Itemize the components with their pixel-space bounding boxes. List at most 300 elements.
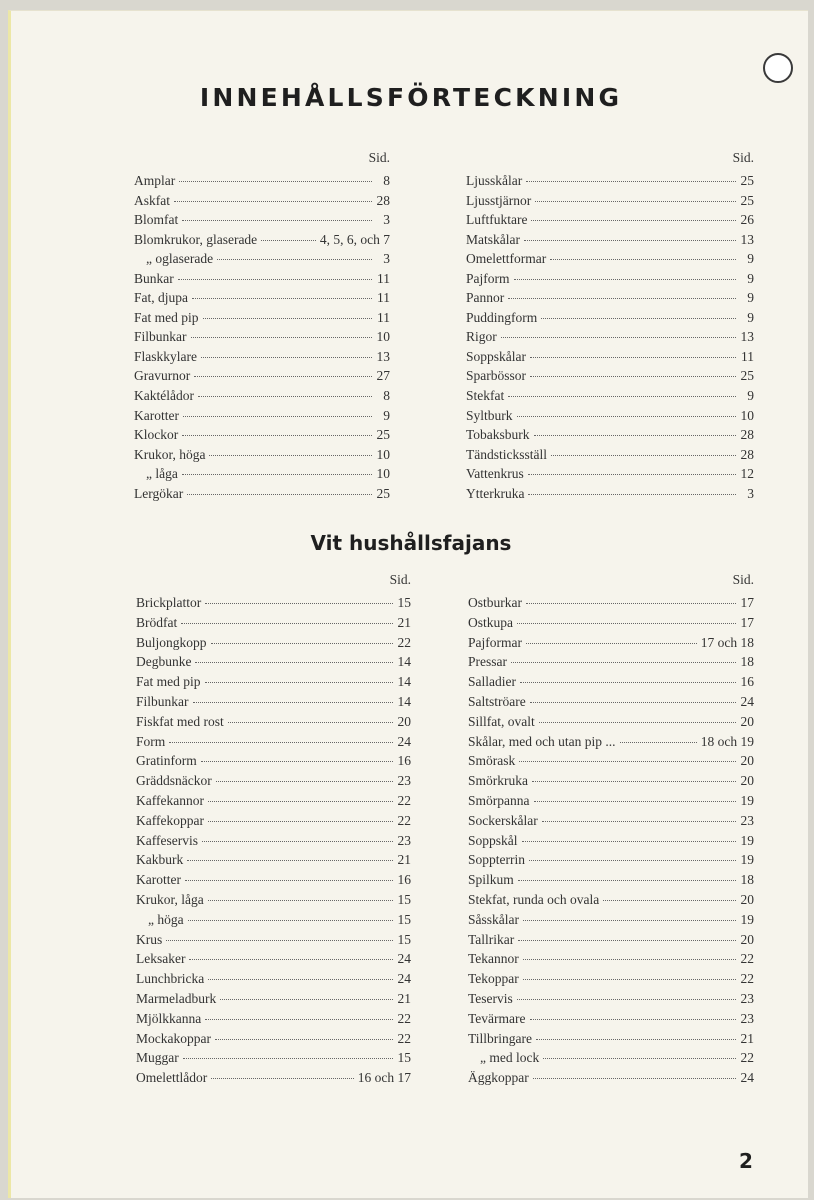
section2-right-column — [468, 567, 754, 1088]
entry-name: Tändsticksställ — [466, 446, 547, 462]
entry-name: Gratinform — [136, 753, 197, 769]
index-entry — [134, 171, 390, 191]
entry-page: 26 — [740, 212, 754, 228]
entry-page: 11 — [377, 309, 390, 325]
dot-leader — [539, 722, 736, 723]
entry-name: Omelettformar — [466, 251, 547, 267]
sid-header: Sid. — [389, 572, 411, 587]
section1-right-column — [466, 145, 754, 503]
entry-page: 20 — [397, 713, 411, 729]
entry-page: 16 och 17 — [357, 1070, 411, 1086]
entry-page: 18 — [740, 872, 754, 888]
index-entry — [136, 1068, 411, 1088]
index-entry — [466, 191, 754, 211]
entry-page: 9 — [747, 270, 754, 286]
dot-leader — [530, 376, 736, 377]
index-entry — [136, 771, 411, 791]
entry-page: 19 — [740, 792, 754, 808]
entry-page: 20 — [740, 891, 754, 907]
entry-page: 13 — [376, 348, 390, 364]
dot-leader — [192, 298, 372, 299]
entry-name: Lergökar — [134, 485, 184, 501]
entry-page: 23 — [740, 1010, 754, 1026]
index-entry — [466, 288, 754, 308]
entry-page: 20 — [740, 713, 754, 729]
entry-name: Ostburkar — [468, 595, 522, 610]
dot-leader — [179, 181, 372, 182]
entry-name: Flaskkylare — [134, 348, 197, 364]
entry-name: Blomkrukor, glaserade — [134, 231, 258, 247]
entry-name: Muggar — [136, 1050, 179, 1066]
entry-page: 24 — [397, 971, 411, 987]
dot-leader — [208, 801, 393, 802]
index-entry — [468, 930, 754, 950]
index-entry — [468, 1029, 754, 1049]
entry-name: Tekoppar — [468, 971, 519, 987]
index-entry — [136, 791, 411, 811]
entry-name: Gräddsnäckor — [136, 773, 212, 789]
entry-page: 22 — [397, 634, 411, 650]
index-entry — [466, 230, 754, 250]
entry-name: Klockor — [134, 427, 179, 443]
index-entry — [134, 464, 390, 484]
entry-page: 28 — [740, 427, 754, 443]
entry-page: 22 — [740, 951, 754, 967]
entry-page: 3 — [383, 251, 390, 267]
entry-name: Tobaksburk — [466, 427, 530, 443]
entry-page: 25 — [376, 427, 390, 443]
index-entry — [136, 890, 411, 910]
index-entry — [136, 949, 411, 969]
entry-page: 21 — [397, 990, 411, 1006]
entry-page: 14 — [397, 693, 411, 709]
dot-leader — [531, 220, 736, 221]
entry-name: Stekfat — [466, 388, 505, 404]
entry-name: Såsskålar — [468, 911, 519, 927]
index-entry — [468, 811, 754, 831]
dot-leader — [181, 623, 393, 624]
index-entry — [134, 386, 390, 406]
index-entry — [136, 1009, 411, 1029]
index-entry — [468, 969, 754, 989]
index-entry — [468, 890, 754, 910]
dot-leader — [185, 880, 393, 881]
index-entry — [136, 1048, 411, 1068]
entry-name: Tillbringare — [468, 1030, 532, 1046]
dot-leader — [520, 682, 736, 683]
dot-leader — [533, 1078, 736, 1079]
index-entry — [468, 850, 754, 870]
entry-name: Tallrikar — [468, 931, 515, 947]
dot-leader — [523, 920, 736, 921]
index-entry — [468, 1009, 754, 1029]
index-entry — [466, 249, 754, 269]
entry-page: 22 — [740, 971, 754, 987]
index-entry — [466, 308, 754, 328]
entry-page: 27 — [376, 368, 390, 384]
entry-name: Stekfat, runda och ovala — [468, 891, 600, 907]
entry-name: Teservis — [468, 990, 513, 1006]
entry-page: 3 — [747, 485, 754, 501]
sid-header: Sid. — [732, 150, 754, 165]
dot-leader — [208, 821, 393, 822]
index-entry — [468, 613, 754, 633]
entry-name: Syltburk — [466, 407, 513, 423]
index-entry — [136, 910, 411, 930]
entry-name: Kaffekannor — [136, 792, 204, 808]
entry-name: Kaffeservis — [136, 832, 198, 848]
index-entry — [134, 445, 390, 465]
entry-name: Soppskål — [468, 832, 518, 848]
entry-page: 9 — [747, 309, 754, 325]
entry-page: 11 — [741, 348, 754, 364]
entry-page: 19 — [740, 911, 754, 927]
dot-leader — [517, 623, 736, 624]
index-entry — [134, 210, 390, 230]
index-entry — [468, 732, 754, 752]
entry-name: Mockakoppar — [136, 1030, 211, 1046]
entry-name: Pressar — [468, 654, 507, 670]
dot-leader — [182, 220, 372, 221]
dot-leader — [517, 999, 736, 1000]
dot-leader — [169, 742, 393, 743]
entry-page: 14 — [397, 674, 411, 690]
index-entry — [466, 464, 754, 484]
dot-leader — [211, 643, 393, 644]
entry-name: Luftfuktare — [466, 212, 528, 228]
entry-name: Äggkoppar — [468, 1070, 529, 1086]
entry-name: Rigor — [466, 329, 497, 345]
entry-name: Soppskålar — [466, 348, 526, 364]
dot-leader — [208, 900, 393, 901]
entry-page: 23 — [740, 990, 754, 1006]
entry-name: Krukor, höga — [134, 446, 206, 462]
entry-name: Filbunkar — [136, 693, 189, 709]
entry-name: Fiskfat med rost — [136, 713, 224, 729]
entry-name: Karotter — [136, 872, 181, 888]
entry-name: Kakburk — [136, 852, 184, 868]
entry-page: 28 — [376, 192, 390, 208]
index-entry — [136, 930, 411, 950]
index-entry — [136, 593, 411, 613]
index-entry — [134, 269, 390, 289]
entry-page: 23 — [740, 812, 754, 828]
dot-leader — [203, 318, 373, 319]
dot-leader — [541, 318, 736, 319]
entry-name: Spilkum — [468, 872, 514, 888]
section2-left-column — [136, 567, 411, 1088]
dot-leader — [205, 603, 393, 604]
index-entry — [136, 1029, 411, 1049]
index-entry — [134, 406, 390, 426]
dot-leader — [526, 603, 736, 604]
entry-name: Degbunke — [136, 654, 192, 670]
index-entry — [468, 633, 754, 653]
dot-leader — [216, 781, 393, 782]
entry-name: Amplar — [134, 173, 176, 188]
dot-leader — [202, 841, 393, 842]
dot-leader — [526, 643, 697, 644]
index-entry — [468, 1068, 754, 1088]
dot-leader — [182, 474, 372, 475]
dot-leader — [501, 337, 736, 338]
dot-leader — [522, 841, 736, 842]
dot-leader — [518, 880, 736, 881]
dot-leader — [194, 376, 372, 377]
entry-name: Leksaker — [136, 951, 186, 967]
dot-leader — [198, 396, 372, 397]
index-entry — [134, 425, 390, 445]
entry-name: Salladier — [468, 674, 516, 690]
dot-leader — [535, 201, 736, 202]
entry-page: 8 — [383, 173, 390, 188]
entry-name: Omelettlådor — [136, 1070, 208, 1086]
section1-left-column — [134, 145, 390, 503]
index-entry — [466, 269, 754, 289]
index-entry — [468, 771, 754, 791]
entry-name: Buljongkopp — [136, 634, 207, 650]
section-heading: Vit hushållsfajans — [310, 531, 512, 555]
entry-page: 17 och 18 — [700, 634, 754, 650]
entry-name: Blomfat — [134, 212, 179, 228]
entry-name: Form — [136, 733, 166, 749]
entry-page: 8 — [383, 388, 390, 404]
entry-name: Soppterrin — [468, 852, 525, 868]
dot-leader — [534, 435, 736, 436]
index-entry — [466, 425, 754, 445]
dot-leader — [511, 662, 736, 663]
entry-page: 23 — [397, 832, 411, 848]
dot-leader — [517, 416, 736, 417]
entry-page: 24 — [740, 693, 754, 709]
entry-name: Bunkar — [134, 270, 174, 286]
entry-page: 12 — [740, 466, 754, 482]
dot-leader — [620, 742, 697, 743]
index-entry — [136, 613, 411, 633]
entry-page: 15 — [397, 911, 411, 927]
dot-leader — [205, 1019, 393, 1020]
index-entry — [134, 484, 390, 504]
dot-leader — [201, 357, 372, 358]
dot-leader — [523, 959, 736, 960]
entry-page: 25 — [740, 368, 754, 384]
index-entry — [134, 288, 390, 308]
index-entry — [466, 210, 754, 230]
dot-leader — [603, 900, 736, 901]
dot-leader — [523, 979, 736, 980]
dot-leader — [514, 279, 737, 280]
entry-name: Lunchbricka — [136, 971, 205, 987]
binder-hole — [763, 53, 793, 83]
dot-leader — [508, 396, 736, 397]
dot-leader — [508, 298, 736, 299]
entry-name: Ljusskålar — [466, 173, 523, 188]
index-entry — [468, 989, 754, 1009]
dot-leader — [518, 940, 736, 941]
index-entry — [468, 1048, 754, 1068]
index-entry — [136, 969, 411, 989]
entry-page: 3 — [383, 212, 390, 228]
dot-leader — [524, 240, 736, 241]
entry-page: 15 — [397, 1050, 411, 1066]
entry-page: 25 — [740, 173, 754, 188]
entry-page: 4, 5, 6, och 7 — [319, 231, 390, 247]
index-entry — [136, 811, 411, 831]
dot-leader — [211, 1078, 354, 1079]
entry-page: 10 — [740, 407, 754, 423]
dot-leader — [261, 240, 316, 241]
entry-page: 16 — [397, 872, 411, 888]
entry-page: 20 — [740, 753, 754, 769]
index-entry — [136, 989, 411, 1009]
index-entry — [468, 751, 754, 771]
dot-leader — [528, 474, 736, 475]
entry-page: 16 — [740, 674, 754, 690]
entry-page: 25 — [740, 192, 754, 208]
dot-leader — [220, 999, 393, 1000]
entry-page: 13 — [740, 231, 754, 247]
dot-leader — [195, 662, 393, 663]
entry-page: 11 — [377, 290, 390, 306]
index-entry — [466, 347, 754, 367]
dot-leader — [530, 357, 736, 358]
entry-name: Ljusstjärnor — [466, 192, 532, 208]
entry-name: „ låga — [146, 466, 178, 482]
dot-leader — [189, 959, 393, 960]
dot-leader — [188, 920, 393, 921]
entry-name: Ytterkruka — [466, 485, 525, 501]
entry-page: 9 — [747, 388, 754, 404]
dot-leader — [528, 494, 736, 495]
dot-leader — [532, 781, 736, 782]
entry-name: Kaffekoppar — [136, 812, 204, 828]
dot-leader — [205, 682, 394, 683]
entry-page: 22 — [397, 812, 411, 828]
dot-leader — [536, 1039, 736, 1040]
index-entry — [136, 692, 411, 712]
dot-leader — [551, 455, 736, 456]
entry-name: Askfat — [134, 192, 170, 208]
dot-leader — [187, 860, 393, 861]
entry-name: Smörkruka — [468, 773, 528, 789]
entry-name: Pajform — [466, 270, 510, 286]
dot-leader — [217, 259, 372, 260]
dot-leader — [178, 279, 372, 280]
entry-page: 10 — [376, 329, 390, 345]
entry-name: Smörask — [468, 753, 516, 769]
index-entry — [466, 386, 754, 406]
dot-leader — [183, 1058, 393, 1059]
entry-page: 10 — [376, 446, 390, 462]
entry-page: 20 — [740, 931, 754, 947]
catalog-page — [8, 10, 808, 1198]
entry-page: 21 — [740, 1030, 754, 1046]
entry-page: 24 — [397, 951, 411, 967]
entry-name: Pajformar — [468, 634, 522, 650]
entry-page: 22 — [397, 1030, 411, 1046]
index-entry — [468, 672, 754, 692]
entry-page: 21 — [397, 852, 411, 868]
index-entry — [136, 672, 411, 692]
entry-name: Mjölkkanna — [136, 1010, 202, 1026]
dot-leader — [208, 979, 393, 980]
dot-leader — [166, 940, 393, 941]
index-entry — [136, 633, 411, 653]
entry-page: 21 — [397, 614, 411, 630]
entry-page: 9 — [747, 251, 754, 267]
entry-page: 16 — [397, 753, 411, 769]
index-entry — [468, 593, 754, 613]
dot-leader — [542, 821, 736, 822]
entry-name: Puddingform — [466, 309, 538, 325]
index-entry — [134, 249, 390, 269]
index-entry — [134, 230, 390, 250]
dot-leader — [183, 416, 372, 417]
dot-leader — [193, 702, 394, 703]
entry-page: 28 — [740, 446, 754, 462]
index-entry — [136, 751, 411, 771]
entry-name: Fat med pip — [134, 309, 199, 325]
dot-leader — [530, 1019, 736, 1020]
index-entry — [466, 366, 754, 386]
entry-name: Sillfat, ovalt — [468, 713, 535, 729]
entry-name: Brödfat — [136, 614, 178, 630]
entry-name: Krus — [136, 931, 163, 947]
entry-page: 13 — [740, 329, 754, 345]
entry-name: „ med lock — [480, 1050, 540, 1066]
entry-page: 23 — [397, 773, 411, 789]
entry-page: 14 — [397, 654, 411, 670]
entry-name: Brickplattor — [136, 595, 202, 610]
entry-page: 15 — [397, 891, 411, 907]
sid-header: Sid. — [368, 150, 390, 165]
index-entry — [136, 652, 411, 672]
entry-name: Saltströare — [468, 693, 526, 709]
dot-leader — [228, 722, 393, 723]
entry-name: Fat med pip — [136, 674, 201, 690]
index-entry — [466, 406, 754, 426]
dot-leader — [519, 761, 736, 762]
dot-leader — [543, 1058, 736, 1059]
entry-name: Filbunkar — [134, 329, 187, 345]
index-entry — [468, 712, 754, 732]
dot-leader — [534, 801, 737, 802]
entry-name: Marmeladburk — [136, 990, 217, 1006]
entry-name: Matskålar — [466, 231, 520, 247]
entry-page: 18 och 19 — [700, 733, 754, 749]
entry-page: 15 — [397, 595, 411, 610]
index-entry — [136, 831, 411, 851]
entry-page: 17 — [740, 595, 754, 610]
entry-page: 20 — [740, 773, 754, 789]
entry-name: Gravurnor — [134, 368, 191, 384]
dot-leader — [187, 494, 372, 495]
dot-leader — [209, 455, 372, 456]
entry-page: 9 — [383, 407, 390, 423]
entry-page: 24 — [740, 1070, 754, 1086]
index-entry — [134, 366, 390, 386]
entry-page: 17 — [740, 614, 754, 630]
entry-page: 15 — [397, 931, 411, 947]
index-entry — [468, 910, 754, 930]
entry-name: „ höga — [148, 911, 184, 927]
entry-name: „ oglaserade — [146, 251, 214, 267]
entry-name: Pannor — [466, 290, 505, 306]
entry-page: 19 — [740, 832, 754, 848]
index-entry — [136, 712, 411, 732]
page-title: INNEHÅLLSFÖRTECKNING — [199, 83, 623, 112]
entry-page: 11 — [377, 270, 390, 286]
